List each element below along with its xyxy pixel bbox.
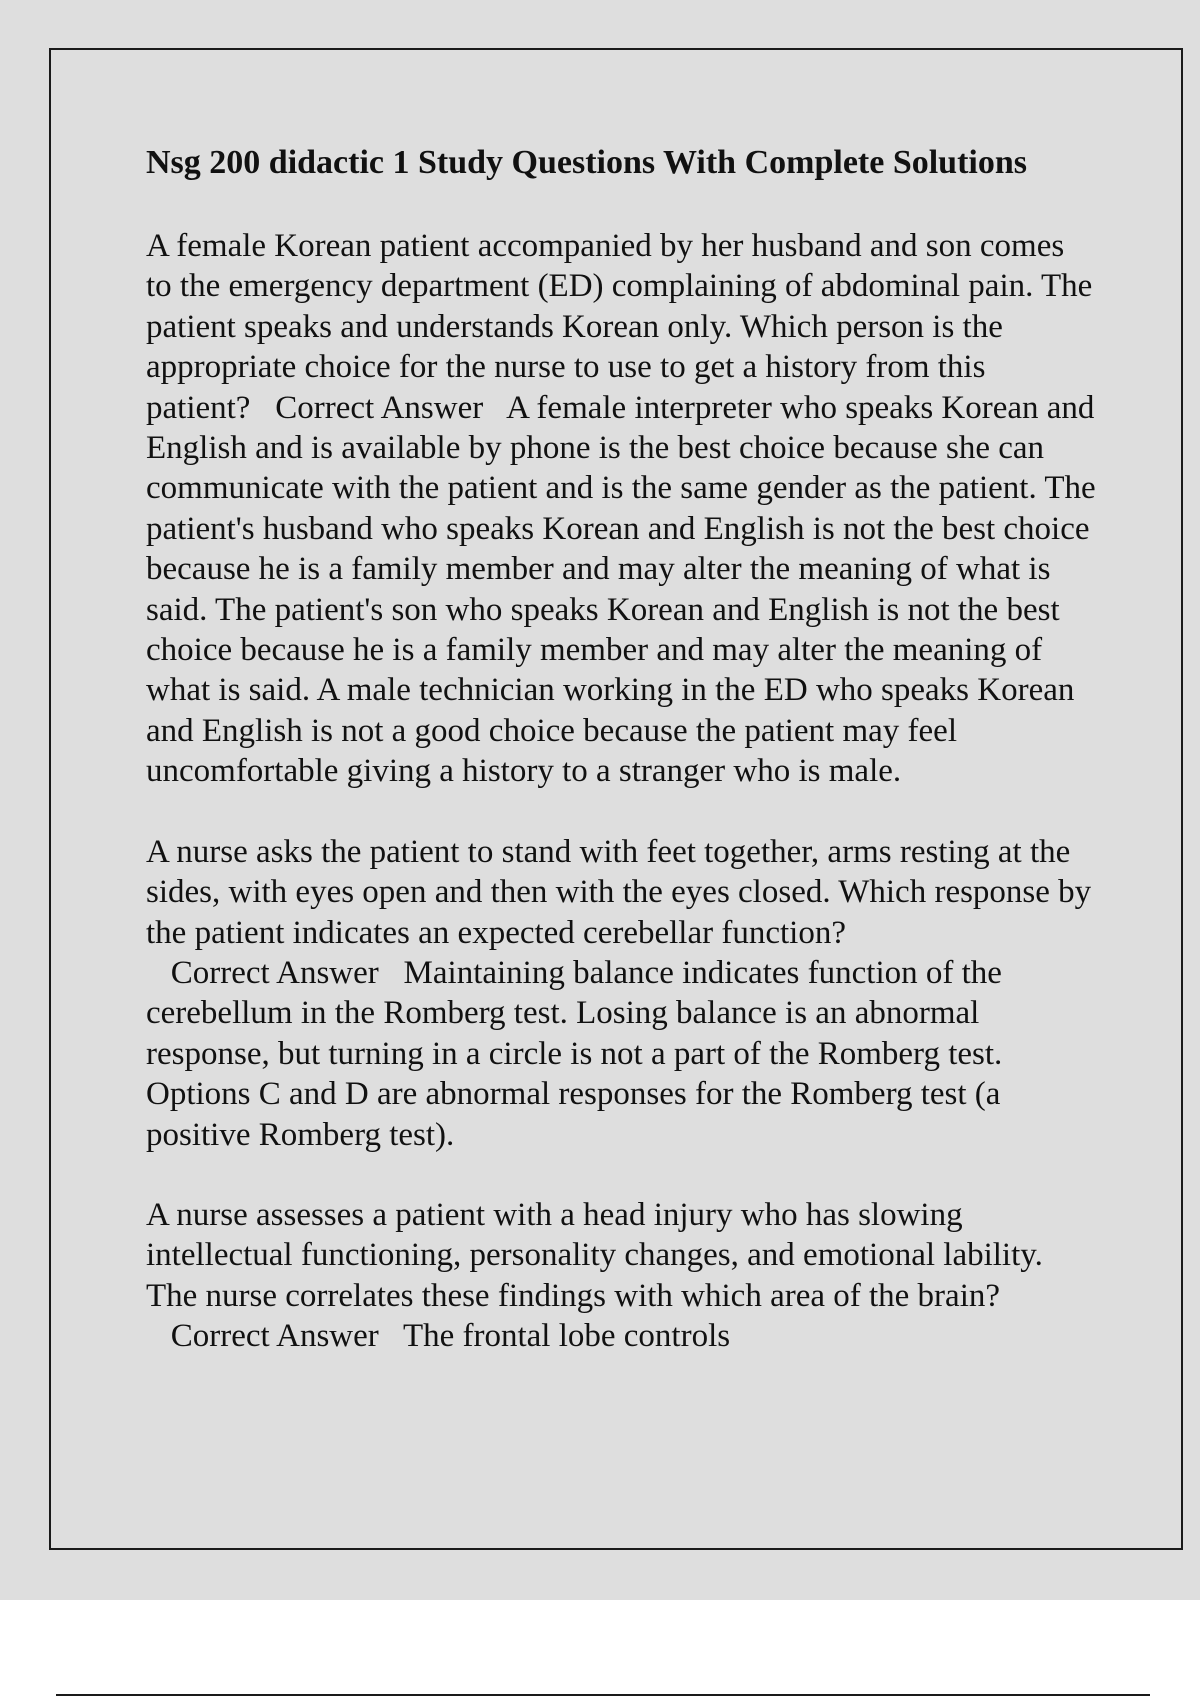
qa-item	[146, 226, 1096, 792]
qa-item	[146, 1195, 1096, 1357]
correct-answer-label: Correct Answer	[170, 954, 379, 991]
question-text: A female Korean patient accompanied by her husband and son comes to the emergency department (ED) complaining of abdominal pain. The patient speaks and understands Korean only. Which person is the appropriate choice for the nurse to use to get a history from this patient?	[146, 228, 1093, 426]
correct-answer-label: Correct Answer	[275, 389, 484, 426]
document-body	[146, 142, 1096, 1397]
page-divider	[56, 1694, 1150, 1696]
answer-text: Maintaining balance indicates function of the cerebellum in the Romberg test. Losing balance is an abnormal response, but turning in a circle is not a part of the Romberg test. Options C and D are abnormal responses for the Romberg test (a positive Romberg test).	[146, 954, 1003, 1153]
answer-text: A female interpreter who speaks Korean and English and is available by phone is the best choice because she can communicate with the patient and is the same gender as the patient. The patient's husband who speaks Korean and English is not the best choice because he is a family member and may alter the meaning of what is said. The patient's son who speaks Korean and English is not the best choice because he is a family member and may alter the meaning of what is said. A male technician working in the ED who speaks Korean and English is not a good choice because the patient may feel uncomfortable giving a history to a stranger who is male.	[146, 389, 1096, 790]
correct-answer-label: Correct Answer	[170, 1318, 379, 1355]
qa-item	[146, 832, 1096, 1155]
question-text: A nurse assesses a patient with a head injury who has slowing intellectual functioning, personality changes, and emotional lability. The nurse correlates these findings with which area of the brain?	[146, 1196, 1043, 1314]
document-title: Nsg 200 didactic 1 Study Questions With Complete Solutions	[146, 144, 1027, 181]
answer-text: The frontal lobe controls	[402, 1318, 731, 1355]
question-text: A nurse asks the patient to stand with feet together, arms resting at the sides, with eyes open and then with the eyes closed. Which response by the patient indicates an expected cerebellar function?	[146, 833, 1092, 951]
